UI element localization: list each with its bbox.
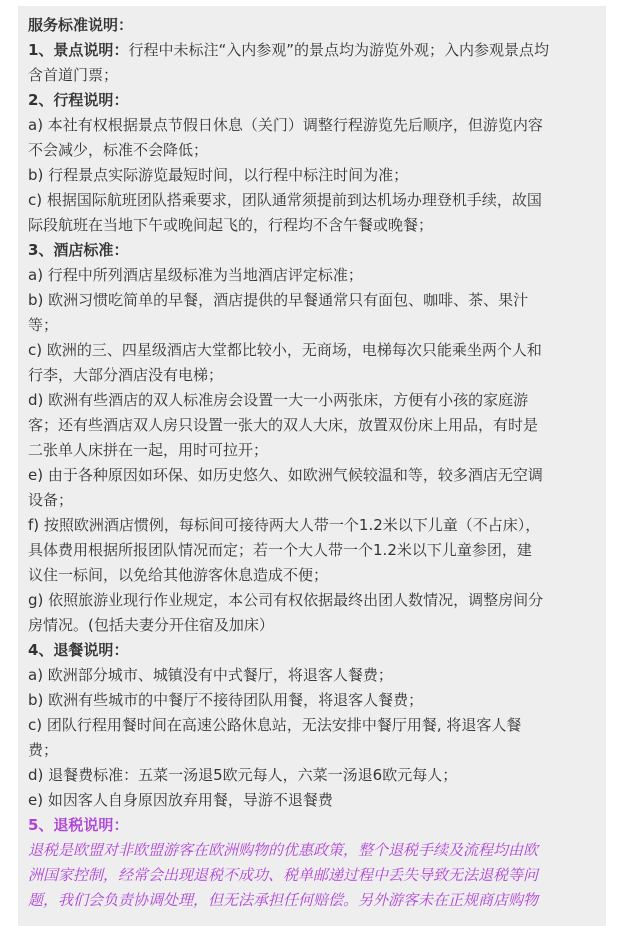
text-line: [28, 538, 596, 563]
paragraph-text: 等；: [28, 316, 59, 334]
paragraph-text: a) 行程中所列酒店星级标准为当地酒店评定标准；: [28, 266, 363, 284]
text-line: [28, 113, 596, 138]
text-line: [28, 188, 596, 213]
text-line: [28, 788, 596, 813]
highlight-paragraph-text: 洲国家控制，经常会出现退税不成功、税单邮递过程中丢失导致无法退税等问: [28, 866, 539, 884]
text-line: [28, 63, 596, 88]
section-heading: 3、酒店标准：: [28, 241, 129, 259]
text-line: [28, 638, 596, 663]
paragraph-text: 议住一标间，以免给其他游客休息造成不便；: [28, 566, 329, 584]
text-line: [28, 388, 596, 413]
text-line: [28, 888, 596, 913]
paragraph-text: 具体费用根据所报团队情况而定；若一个大人带一个1.2米以下儿童参团，建: [28, 541, 532, 559]
paragraph-text: d) 欧洲有些酒店的双人标准房会设置一大一小两张床，方便有小孩的家庭游: [28, 391, 529, 409]
paragraph-text: a) 欧洲部分城市、城镇没有中式餐厅，将退客人餐费；: [28, 666, 393, 684]
text-line: [28, 163, 596, 188]
text-line: [28, 213, 596, 238]
paragraph-text: 客；还有些酒店双人房只设置一张大的双人大床，放置双份床上用品，有时是: [28, 416, 539, 434]
text-line: [28, 663, 596, 688]
paragraph-text: b) 欧洲有些城市的中餐厅不接待团队用餐，将退客人餐费；: [28, 691, 424, 709]
section-heading: 4、退餐说明：: [28, 641, 129, 659]
text-line: [28, 438, 596, 463]
highlight-paragraph-text: 题，我们会负责协调处理，但无法承担任何赔偿。另外游客未在正规商店购物: [28, 891, 539, 909]
text-line: [28, 263, 596, 288]
paragraph-text: g) 依照旅游业现行作业规定，本公司有权依据最终出团人数情况，调整房间分: [28, 591, 544, 609]
paragraph-text: a) 本社有权根据景点节假日休息（关门）调整行程游览先后顺序，但游览内容: [28, 116, 543, 134]
service-standards-panel: [18, 6, 606, 926]
paragraph-text: 际段航班在当地下午或晚间起飞的，行程均不含午餐或晚餐；: [28, 216, 434, 234]
paragraph-text: e) 由于各种原因如环保、如历史悠久、如欧洲气候较温和等，较多酒店无空调: [28, 466, 543, 484]
text-line: [28, 513, 596, 538]
text-line: [28, 313, 596, 338]
paragraph-text: 含首道门票；: [28, 66, 119, 84]
text-line: [28, 413, 596, 438]
text-line: [28, 813, 596, 838]
text-line: [28, 613, 596, 638]
text-line: [28, 563, 596, 588]
paragraph-text: 费；: [28, 741, 59, 759]
text-line: [28, 38, 596, 63]
paragraph-text: c) 根据国际航班团队搭乘要求，团队通常须提前到达机场办理登机手续，故国: [28, 191, 542, 209]
text-line: [28, 588, 596, 613]
section-title: 服务标准说明：: [28, 16, 134, 34]
paragraph-text: d) 退餐费标准：五菜一汤退5欧元每人，六菜一汤退6欧元每人；: [28, 766, 458, 784]
text-line: [28, 338, 596, 363]
paragraph-text: c) 欧洲的三、四星级酒店大堂都比较小，无商场，电梯每次只能乘坐两个人和: [28, 341, 542, 359]
text-line: [28, 363, 596, 388]
text-line: [28, 138, 596, 163]
paragraph-text: 房情况。(包括夫妻分开住宿及加床）: [28, 616, 274, 634]
text-line: [28, 488, 596, 513]
text-line: [28, 713, 596, 738]
text-line: [28, 463, 596, 488]
section-heading: 1、景点说明：: [28, 41, 129, 59]
paragraph-text: 行程中未标注“入内参观”的景点均为游览外观；入内参观景点均: [128, 41, 549, 59]
text-line: [28, 763, 596, 788]
paragraph-text: b) 欧洲习惯吃简单的早餐，酒店提供的早餐通常只有面包、咖啡、茶、果汁: [28, 291, 529, 309]
paragraph-text: 二张单人床拼在一起，用时可拉开；: [28, 441, 269, 459]
text-line: [28, 863, 596, 888]
highlight-paragraph-text: 退税是欧盟对非欧盟游客在欧洲购物的优惠政策，整个退税手续及流程均由欧: [28, 841, 539, 859]
text-line: [28, 238, 596, 263]
text-line: [28, 838, 596, 863]
paragraph-text: 行李，大部分酒店没有电梯；: [28, 366, 224, 384]
text-line: [28, 88, 596, 113]
text-line: [28, 288, 596, 313]
paragraph-text: 不会减少，标准不会降低；: [28, 141, 209, 159]
section-heading: 2、行程说明：: [28, 91, 129, 109]
paragraph-text: e) 如因客人自身原因放弃用餐，导游不退餐费: [28, 791, 333, 809]
paragraph-text: c) 团队行程用餐时间在高速公路休息站，无法安排中餐厅用餐, 将退客人餐: [28, 716, 522, 734]
text-line: [28, 738, 596, 763]
paragraph-text: 设备；: [28, 491, 74, 509]
text-line: [28, 688, 596, 713]
text-line: [28, 13, 596, 38]
paragraph-text: b) 行程景点实际游览最短时间，以行程中标注时间为准；: [28, 166, 409, 184]
section-heading-highlight: 5、退税说明：: [28, 816, 129, 834]
paragraph-text: f) 按照欧洲酒店惯例，每标间可接待两大人带一个1.2米以下儿童（不占床），: [28, 516, 541, 534]
